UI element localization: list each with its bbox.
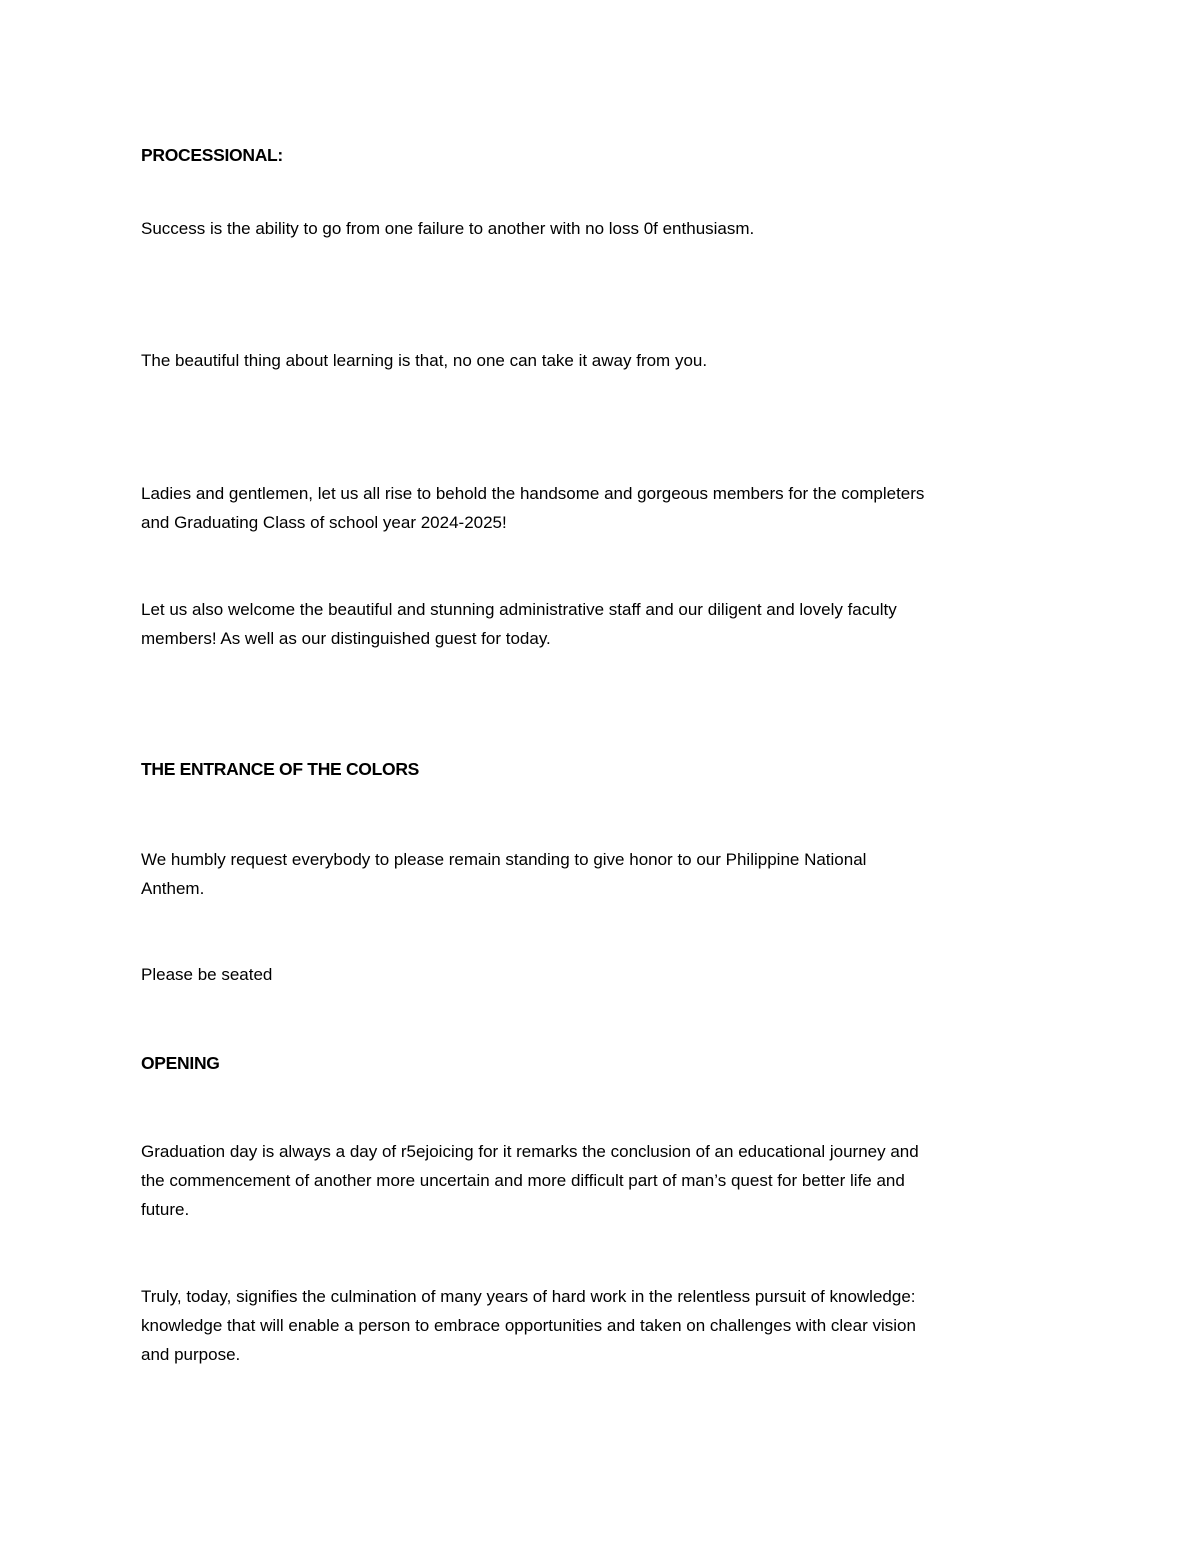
truly-paragraph-line: Truly, today, signifies the culmination of many years of hard work in the relentless pursuit of knowledge: [141, 1287, 916, 1306]
welcome-paragraph-line: Let us also welcome the beautiful and stunning administrative staff and our diligent and lovely faculty [141, 600, 897, 619]
truly-paragraph [141, 1282, 916, 1369]
heading-entrance-of-colors: THE ENTRANCE OF THE COLORS [141, 759, 420, 779]
welcome-paragraph [141, 595, 897, 653]
quote-learning: The beautiful thing about learning is that, no one can take it away from you. [141, 351, 708, 370]
welcome-paragraph-line: members! As well as our distinguished guest for today. [141, 629, 551, 648]
heading-processional: PROCESSIONAL: [141, 145, 283, 165]
truly-paragraph-line: and purpose. [141, 1345, 241, 1364]
graduation-paragraph-line: Graduation day is always a day of r5ejoicing for it remarks the conclusion of an educational journey and [141, 1142, 919, 1161]
anthem-paragraph-line: Anthem. [141, 879, 205, 898]
heading-opening: OPENING [141, 1053, 220, 1073]
rise-paragraph-line: Ladies and gentlemen, let us all rise to behold the handsome and gorgeous members for the completers [141, 484, 925, 503]
graduation-paragraph [141, 1137, 919, 1224]
quote-success: Success is the ability to go from one failure to another with no loss 0f enthusiasm. [141, 219, 755, 238]
rise-paragraph-line: and Graduating Class of school year 2024-2025! [141, 513, 507, 532]
rise-paragraph [141, 479, 924, 537]
truly-paragraph-line: knowledge that will enable a person to embrace opportunities and taken on challenges with clear vision [141, 1316, 916, 1335]
graduation-paragraph-line: the commencement of another more uncertain and more difficult part of man’s quest for better life and [141, 1171, 905, 1190]
anthem-paragraph [141, 845, 866, 903]
anthem-paragraph-line: We humbly request everybody to please remain standing to give honor to our Philippine National [141, 850, 867, 869]
graduation-paragraph-line: future. [141, 1200, 190, 1219]
please-be-seated: Please be seated [141, 965, 273, 984]
